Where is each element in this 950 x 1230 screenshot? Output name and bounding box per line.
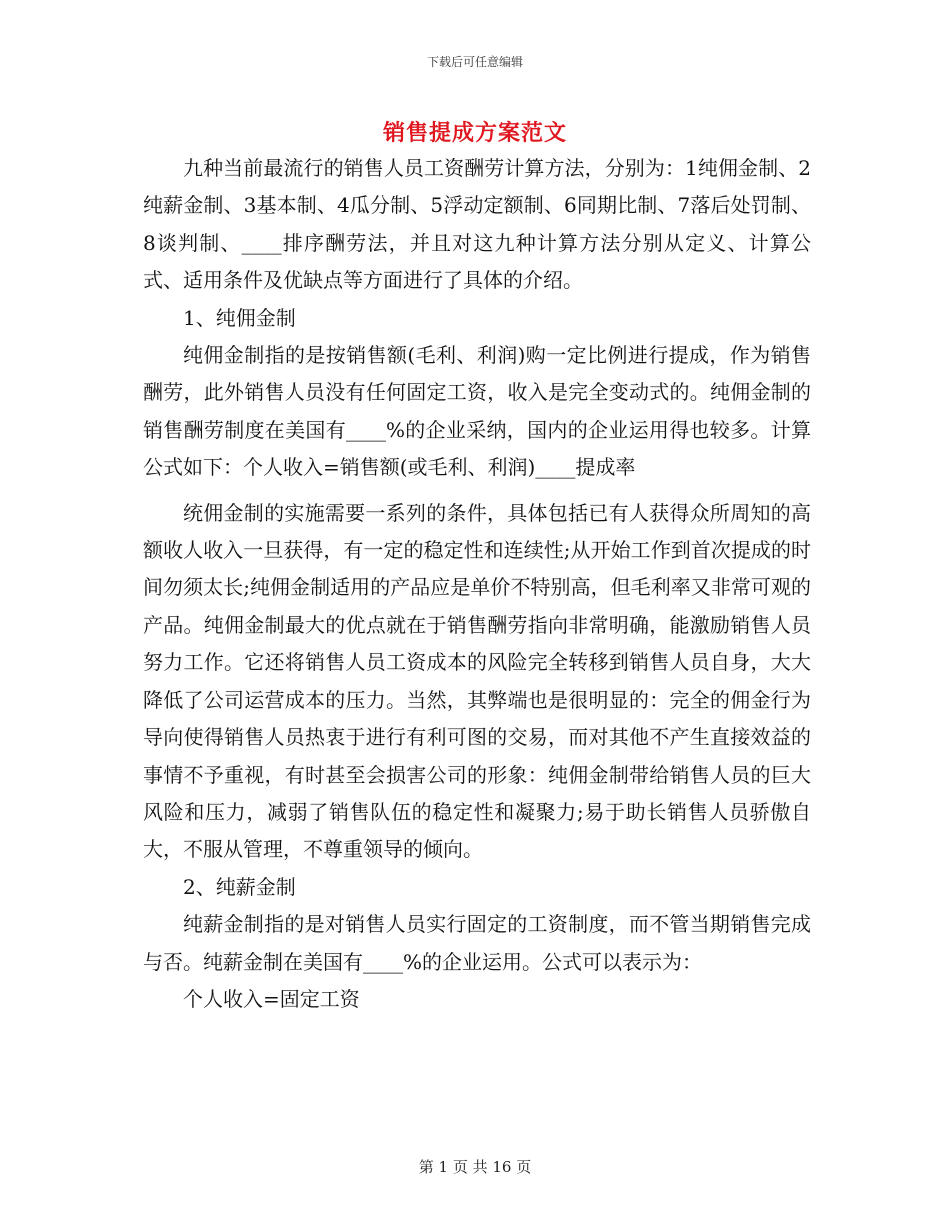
intro-paragraph: 九种当前最流行的销售人员工资酬劳计算方法，分别为：1纯佣金制、2纯薪金制、3基本制、4瓜分制、5浮动定额制、6同期比制、7落后处罚制、8谈判制、____排序酬劳法，并且对这九种计算方法分别从定义、计算公式、适用条件及优缺点等方面进行了具体的介绍。 xyxy=(143,156,811,293)
paragraph-salary-definition: 纯薪金制指的是对销售人员实行固定的工资制度，而不管当期销售完成与否。纯薪金制在美国有____%的企业运用。公式可以表示为： xyxy=(143,912,811,974)
page-number-footer: 第 1 页 共 16 页 xyxy=(418,1158,532,1176)
paragraph-salary-formula: 个人收入=固定工资 xyxy=(183,986,360,1011)
section-heading-1: 1、纯佣金制 xyxy=(183,305,296,330)
paragraph-commission-analysis: 统佣金制的实施需要一系列的条件，具体包括已有人获得众所周知的高额收人收入一旦获得，有一定的稳定性和连续性;从开始工作到首次提成的时间勿须太长;纯佣金制适用的产品应是单价不特别高，但毛利率又非常可观的产品。纯佣金制最大的优点就在于销售酬劳指向非常明确，能激励销售人员努力工作。它还将销售人员工资成本的风险完全转移到销售人员自身，大大降低了公司运营成本的压力。当然，其弊端也是很明显的：完全的佣金行为导向使得销售人员热衷于进行有利可图的交易，而对其他不产生直接效益的事情不予重视，有时甚至会损害公司的形象：纯佣金制带给销售人员的巨大风险和压力，减弱了销售队伍的稳定性和凝聚力;易于助长销售人员骄傲自大，不服从管理，不尊重领导的倾向。 xyxy=(143,500,811,862)
page-header-note: 下载后可任意编辑 xyxy=(426,55,523,69)
document-body xyxy=(143,150,811,1018)
section-heading-2: 2、纯薪金制 xyxy=(183,874,296,899)
document-title: 销售提成方案范文 xyxy=(382,120,567,146)
paragraph-commission-definition: 纯佣金制指的是按销售额(毛利、利润)购一定比例进行提成，作为销售酬劳，此外销售人员没有任何固定工资，收入是完全变动式的。纯佣金制的销售酬劳制度在美国有____%的企业采纳，国内的企业运用得也较多。计算公式如下：个人收入=销售额(或毛利、利润)____提成率 xyxy=(143,343,811,480)
